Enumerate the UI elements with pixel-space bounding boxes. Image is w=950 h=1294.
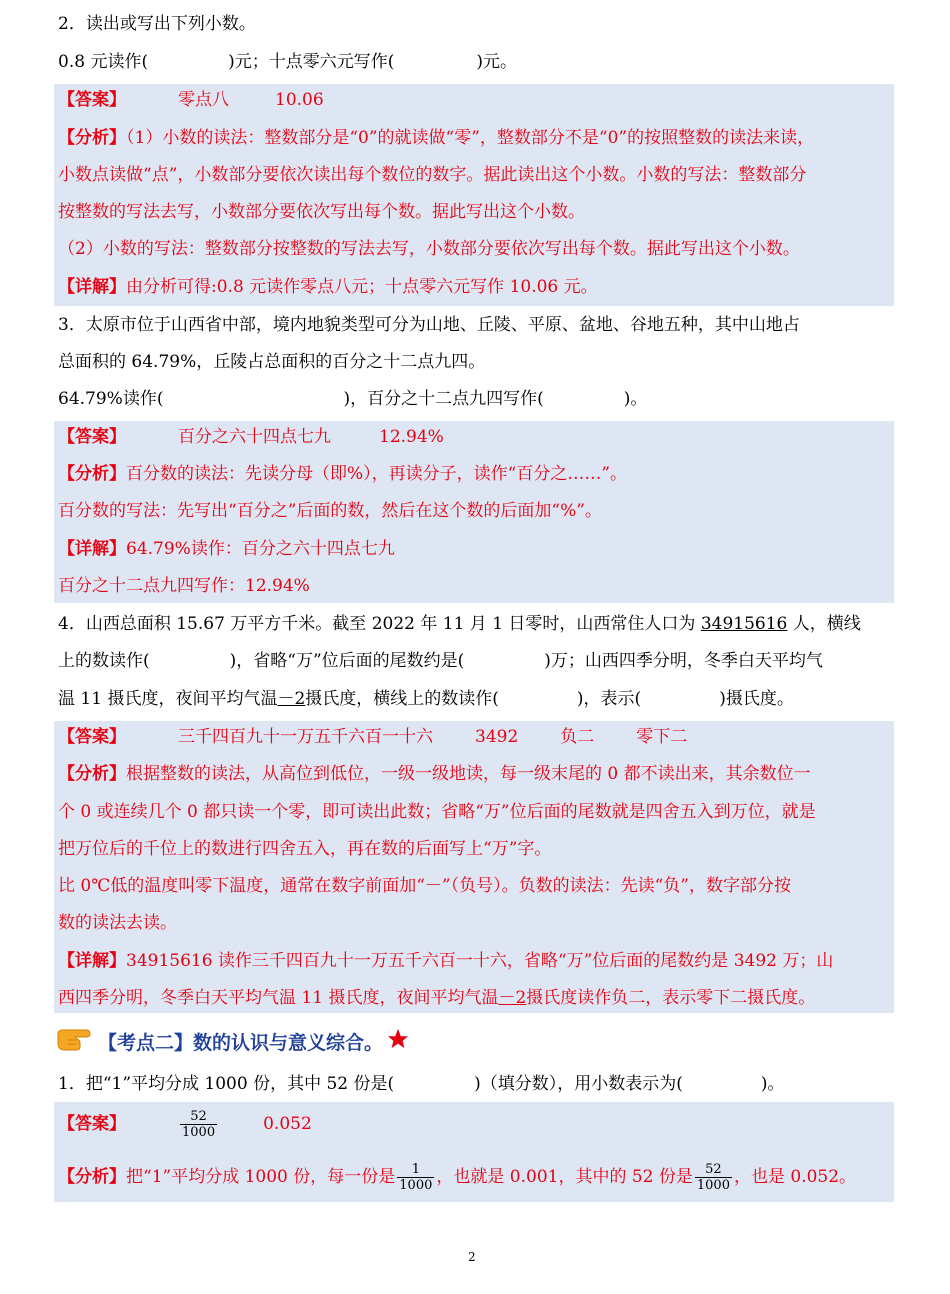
s2q1-analysis: 【分析】把“1”平均分成 1000 份，每一份是 $\frac{1}{1000}$ ，也就是 0.001，其中的 52 份是 $\frac{52}{1000}$ ，也是 0.052。: [58, 1162, 857, 1193]
answer-tag: 【答案】: [58, 90, 126, 110]
q2-q-part-b: )元；十点零六元写作(: [228, 52, 395, 72]
s2q1-question: 1．把“1”平均分成 1000 份，其中 52 份是( )（填分数），用小数表示为( )。: [58, 1074, 785, 1094]
answer-tag: 【答案】: [58, 1114, 126, 1134]
detail-tag: 【详解】: [58, 951, 126, 971]
s2q1-answer: 【答案】 $\frac{52}{1000}$ 0.052: [58, 1109, 312, 1140]
q3-title-l2: 总面积的 64.79%，丘陵占总面积的百分之十二点九四。: [58, 352, 486, 372]
analysis-tag: 【分析】: [58, 1167, 126, 1187]
fraction-52-1000: $\frac{52}{1000}$: [182, 1109, 216, 1140]
q2-answer-1: 零点八: [178, 90, 229, 110]
q3-detail-l2: 百分之十二点九四写作：12.94%: [58, 576, 310, 596]
q2-analysis-l1: 【分析】（1）小数的读法：整数部分是“0”的就读做“零”，整数部分不是“0”的按照整数的读法来读，: [58, 128, 815, 148]
q4-analysis-l1: 【分析】根据整数的读法，从高位到低位，一级一级地读，每一级末尾的 0 都不读出来，其余数位一: [58, 764, 811, 784]
q4-analysis-l3: 把万位后的千位上的数进行四舍五入，再在数的后面写上“万”字。: [58, 839, 552, 859]
q2-answer-2: 10.06: [275, 90, 324, 110]
analysis-tag: 【分析】: [58, 464, 126, 484]
q3-detail-l1: 【详解】64.79%读作：百分之六十四点七九: [58, 539, 395, 559]
fraction-52-1000-analysis: $\frac{52}{1000}$: [696, 1162, 730, 1193]
section-title: 【考点二】数的认识与意义综合。: [98, 1032, 384, 1054]
answer-tag: 【答案】: [58, 727, 126, 747]
q2-analysis-l3: 按整数的写法去写，小数部分要依次写出每个数。据此写出这个小数。: [58, 202, 585, 222]
q3-analysis-l1: 【分析】百分数的读法：先读分母（即%），再读分子，读作“百分之……”。: [58, 464, 628, 484]
analysis-tag: 【分析】: [58, 764, 126, 784]
q2-analysis-l2: 小数点读做“点”，小数部分要依次读出每个数位的数字。据此读出这个小数。小数的写法：整数部分: [58, 165, 807, 185]
analysis-tag: 【分析】: [58, 128, 126, 148]
q4-analysis-l2: 个 0 或连续几个 0 都只读一个零，即可读出此数；省略“万”位后面的尾数就是四舍五入到万位，就是: [58, 802, 816, 822]
q3-analysis-l2: 百分数的写法：先写出“百分之”后面的数，然后在这个数的后面加“%”。: [58, 501, 602, 521]
q4-answer: 【答案】 三千四百九十一万五千六百一十六 3492 负二 零下二: [58, 727, 688, 747]
q4-detail-l1: 【详解】34915616 读作三千四百九十一万五千六百一十六，省略“万”位后面的尾数约是 3492 万；山: [58, 951, 834, 971]
q3-title-l1: 3．太原市位于山西省中部，境内地貌类型可分为山地、丘陵、平原、盆地、谷地五种，其中山地占: [58, 315, 800, 335]
q4-analysis-l4: 比 0℃低的温度叫零下温度，通常在数字前面加“－”（负号）。负数的读法：先读“负”，数字部分按: [58, 876, 791, 896]
q4-l3: 温 11 摄氏度，夜间平均气温－2摄氏度，横线上的数读作( )，表示( )摄氏度。: [58, 689, 794, 709]
q4-l1: 4．山西总面积 15.67 万平方千米。截至 2022 年 11 月 1 日零时，山西常住人口为 34915616 人，横线: [58, 614, 861, 634]
q4-l2: 上的数读作( )，省略“万”位后面的尾数约是( )万；山西四季分明，冬季白天平均气: [58, 651, 823, 671]
q3-question: 64.79%读作( )，百分之十二点九四写作( )。: [58, 389, 648, 409]
q2-analysis-l4: （2）小数的写法：整数部分按整数的写法去写，小数部分要依次写出每个数。据此写出这个小数。: [58, 239, 800, 259]
q2-q-part-a: 0.8 元读作(: [58, 52, 149, 72]
q4-detail-l2: 西四季分明，冬季白天平均气温 11 摄氏度，夜间平均气温－2摄氏度读作负二，表示零下二摄氏度。: [58, 988, 816, 1008]
q2-answer-block: [54, 84, 894, 306]
answer-tag: 【答案】: [58, 427, 126, 447]
q2-title: 2．读出或写出下列小数。: [58, 14, 256, 34]
q2-detail: 【详解】由分析可得:0.8 元读作零点八元；十点零六元写作 10.06 元。: [58, 277, 598, 297]
q2-q-part-c: )元。: [476, 52, 517, 72]
pointing-hand-icon: [56, 1026, 94, 1061]
fraction-1-1000: $\frac{1}{1000}$: [399, 1162, 433, 1193]
q2-question: [58, 50, 517, 74]
q3-answer: 【答案】 百分之六十四点七九 12.94%: [58, 427, 444, 447]
detail-tag: 【详解】: [58, 277, 126, 297]
detail-tag: 【详解】: [58, 539, 126, 559]
q4-analysis-l5: 数的读法去读。: [58, 913, 177, 933]
star-icon: [387, 1028, 409, 1059]
q2-answer: [58, 88, 324, 112]
section-header: [56, 1026, 409, 1061]
page-number: 2: [468, 1250, 476, 1264]
